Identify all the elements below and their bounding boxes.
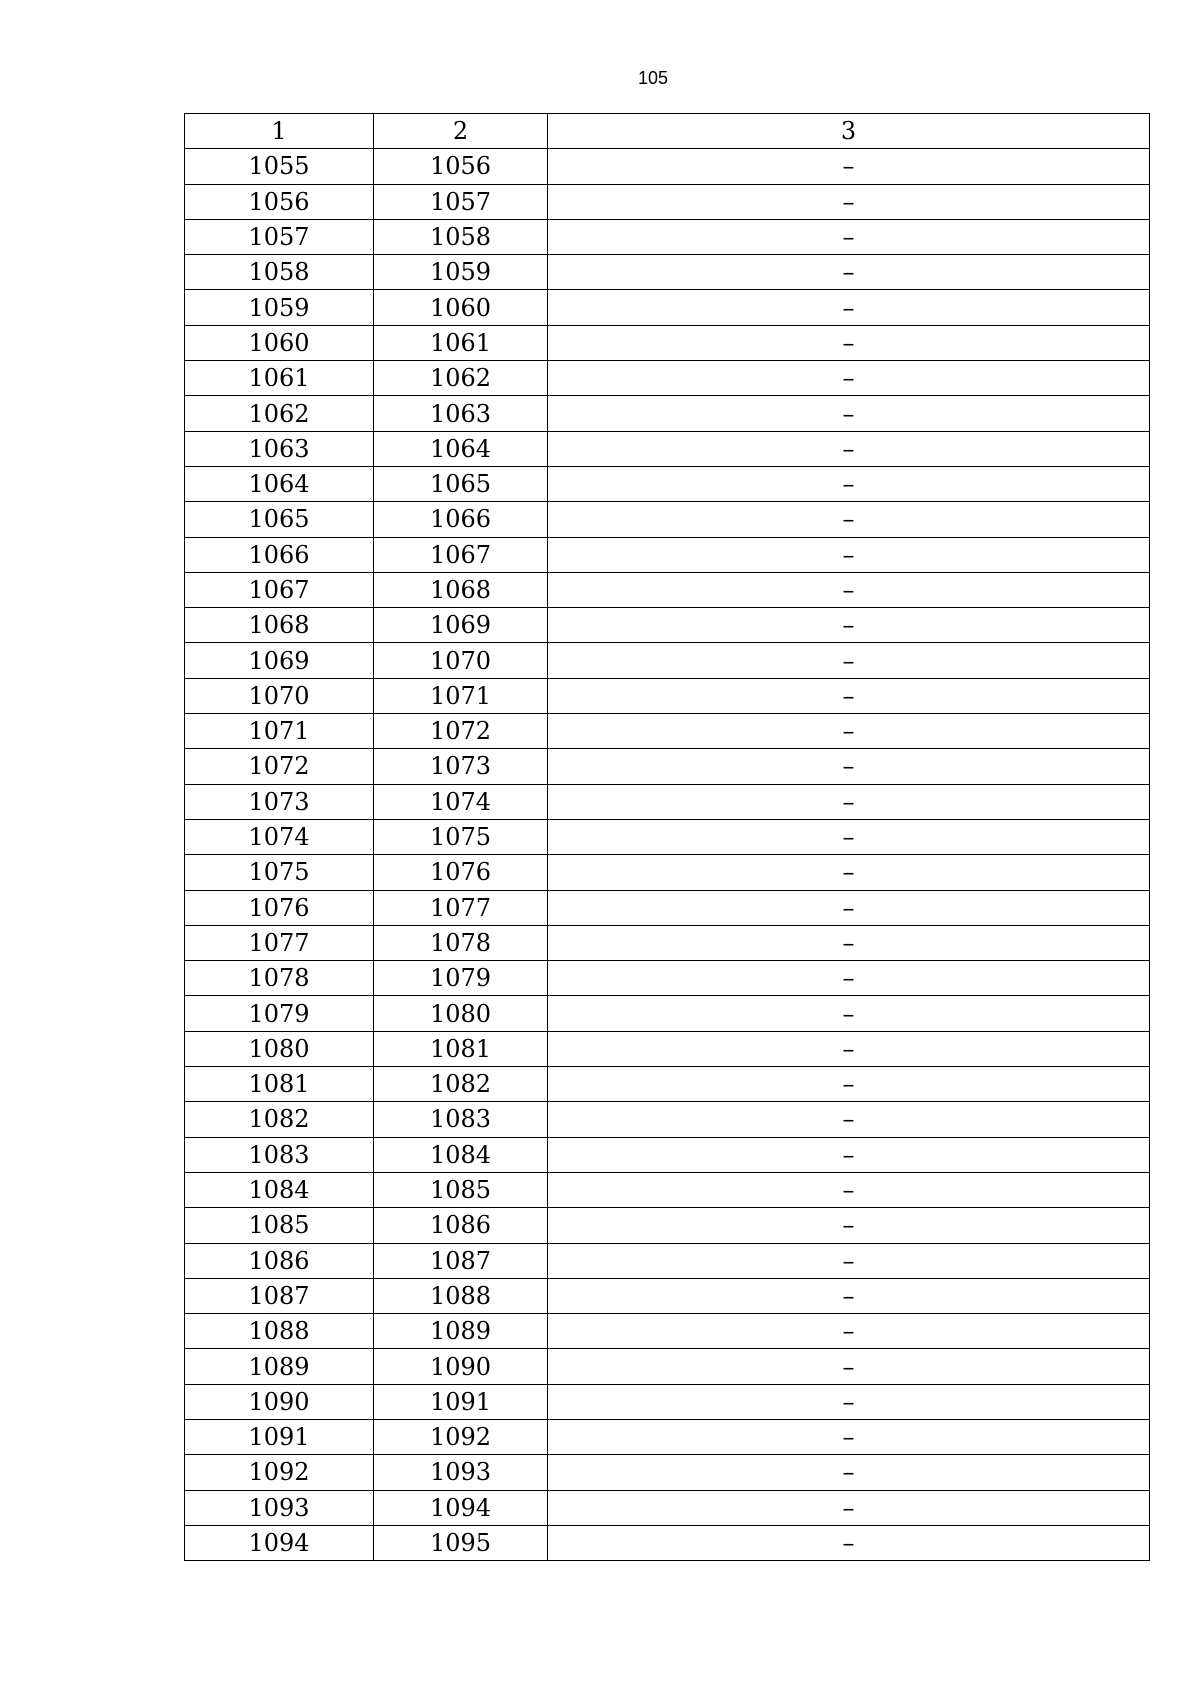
table-cell-col-1: 1087	[185, 1278, 374, 1313]
table-row	[185, 290, 1150, 325]
table-row	[185, 1102, 1150, 1137]
table-cell-col-3: –	[548, 431, 1150, 466]
table-row	[185, 749, 1150, 784]
table-cell-col-1: 1055	[185, 149, 374, 184]
table-cell-col-3: –	[548, 184, 1150, 219]
table-cell-col-2: 1088	[374, 1278, 548, 1313]
table-row	[185, 1031, 1150, 1066]
table-cell-col-1: 1084	[185, 1172, 374, 1207]
table-cell-col-2: 1081	[374, 1031, 548, 1066]
table-cell-col-2: 1095	[374, 1525, 548, 1560]
table-cell-col-1: 1091	[185, 1419, 374, 1454]
table-row	[185, 961, 1150, 996]
table-row	[185, 219, 1150, 254]
table-row	[185, 466, 1150, 501]
table-cell-col-1: 1074	[185, 819, 374, 854]
table-cell-col-3: –	[548, 925, 1150, 960]
table-cell-col-2: 1057	[374, 184, 548, 219]
table-cell-col-1: 1069	[185, 643, 374, 678]
table-cell-col-3: –	[548, 1525, 1150, 1560]
table-cell-col-2: 1065	[374, 466, 548, 501]
table-cell-col-1: 1071	[185, 714, 374, 749]
column-header-2: 2	[374, 114, 548, 149]
table-row	[185, 1384, 1150, 1419]
table-cell-col-3: –	[548, 1455, 1150, 1490]
table-row	[185, 1243, 1150, 1278]
table-row	[185, 361, 1150, 396]
table-cell-col-3: –	[548, 749, 1150, 784]
table-cell-col-1: 1060	[185, 325, 374, 360]
table-row	[185, 819, 1150, 854]
table-cell-col-3: –	[548, 361, 1150, 396]
table-row	[185, 1278, 1150, 1313]
table-cell-col-1: 1057	[185, 219, 374, 254]
table-cell-col-1: 1067	[185, 572, 374, 607]
table-cell-col-3: –	[548, 466, 1150, 501]
table-cell-col-2: 1058	[374, 219, 548, 254]
table-cell-col-2: 1069	[374, 608, 548, 643]
table-cell-col-2: 1077	[374, 890, 548, 925]
table-cell-col-1: 1081	[185, 1067, 374, 1102]
table-cell-col-3: –	[548, 255, 1150, 290]
table-row	[185, 1137, 1150, 1172]
table-cell-col-3: –	[548, 1490, 1150, 1525]
table-cell-col-2: 1072	[374, 714, 548, 749]
table-cell-col-1: 1085	[185, 1208, 374, 1243]
table-cell-col-3: –	[548, 149, 1150, 184]
table-cell-col-1: 1077	[185, 925, 374, 960]
table-cell-col-1: 1070	[185, 678, 374, 713]
table-cell-col-2: 1076	[374, 855, 548, 890]
table-row	[185, 855, 1150, 890]
table-cell-col-3: –	[548, 819, 1150, 854]
table-cell-col-3: –	[548, 1172, 1150, 1207]
table-cell-col-2: 1064	[374, 431, 548, 466]
table-row	[185, 396, 1150, 431]
table-row	[185, 925, 1150, 960]
table-cell-col-2: 1068	[374, 572, 548, 607]
table-cell-col-3: –	[548, 961, 1150, 996]
table-cell-col-2: 1079	[374, 961, 548, 996]
table-cell-col-2: 1082	[374, 1067, 548, 1102]
table-cell-col-3: –	[548, 1384, 1150, 1419]
table-cell-col-1: 1059	[185, 290, 374, 325]
table-row	[185, 255, 1150, 290]
table-row	[185, 1525, 1150, 1560]
table-cell-col-1: 1076	[185, 890, 374, 925]
table-cell-col-3: –	[548, 1349, 1150, 1384]
page-number: 105	[637, 68, 669, 88]
table-row	[185, 608, 1150, 643]
table-cell-col-3: –	[548, 396, 1150, 431]
table-cell-col-3: –	[548, 219, 1150, 254]
table-cell-col-1: 1068	[185, 608, 374, 643]
table-cell-col-3: –	[548, 608, 1150, 643]
table-cell-col-2: 1084	[374, 1137, 548, 1172]
table-row	[185, 431, 1150, 466]
table-cell-col-2: 1060	[374, 290, 548, 325]
table-row	[185, 184, 1150, 219]
table-cell-col-1: 1073	[185, 784, 374, 819]
table-header-row	[185, 114, 1150, 149]
table-cell-col-3: –	[548, 1278, 1150, 1313]
table-row	[185, 537, 1150, 572]
table-cell-col-2: 1086	[374, 1208, 548, 1243]
table-cell-col-1: 1063	[185, 431, 374, 466]
table-cell-col-1: 1056	[185, 184, 374, 219]
table-cell-col-1: 1083	[185, 1137, 374, 1172]
table-row	[185, 678, 1150, 713]
table-cell-col-2: 1075	[374, 819, 548, 854]
table-cell-col-3: –	[548, 1208, 1150, 1243]
table-cell-col-3: –	[548, 1314, 1150, 1349]
table-row	[185, 996, 1150, 1031]
table-cell-col-2: 1080	[374, 996, 548, 1031]
table-cell-col-1: 1086	[185, 1243, 374, 1278]
table-cell-col-3: –	[548, 572, 1150, 607]
table-cell-col-1: 1078	[185, 961, 374, 996]
table-cell-col-3: –	[548, 784, 1150, 819]
table-cell-col-1: 1065	[185, 502, 374, 537]
table-cell-col-1: 1093	[185, 1490, 374, 1525]
table-cell-col-1: 1061	[185, 361, 374, 396]
table-cell-col-3: –	[548, 290, 1150, 325]
table-cell-col-1: 1075	[185, 855, 374, 890]
table-cell-col-1: 1072	[185, 749, 374, 784]
table-cell-col-1: 1094	[185, 1525, 374, 1560]
table-row	[185, 784, 1150, 819]
table-cell-col-1: 1080	[185, 1031, 374, 1066]
table-cell-col-2: 1092	[374, 1419, 548, 1454]
table-cell-col-1: 1089	[185, 1349, 374, 1384]
table-cell-col-3: –	[548, 1102, 1150, 1137]
table-cell-col-1: 1092	[185, 1455, 374, 1490]
table-cell-col-2: 1089	[374, 1314, 548, 1349]
table-cell-col-2: 1067	[374, 537, 548, 572]
table-cell-col-2: 1094	[374, 1490, 548, 1525]
table-cell-col-1: 1082	[185, 1102, 374, 1137]
table-cell-col-3: –	[548, 325, 1150, 360]
table-cell-col-1: 1088	[185, 1314, 374, 1349]
table-cell-col-2: 1085	[374, 1172, 548, 1207]
table-cell-col-3: –	[548, 1031, 1150, 1066]
table-cell-col-3: –	[548, 502, 1150, 537]
table-row	[185, 1490, 1150, 1525]
table-row	[185, 325, 1150, 360]
table-cell-col-2: 1063	[374, 396, 548, 431]
table-cell-col-3: –	[548, 714, 1150, 749]
data-table	[184, 113, 1150, 1561]
table-cell-col-1: 1062	[185, 396, 374, 431]
table-cell-col-2: 1070	[374, 643, 548, 678]
table-cell-col-1: 1079	[185, 996, 374, 1031]
table-row	[185, 572, 1150, 607]
table-cell-col-2: 1078	[374, 925, 548, 960]
table-row	[185, 502, 1150, 537]
table-cell-col-1: 1090	[185, 1384, 374, 1419]
table-body	[185, 114, 1150, 1561]
table-cell-col-3: –	[548, 678, 1150, 713]
table-row	[185, 1172, 1150, 1207]
table-cell-col-2: 1083	[374, 1102, 548, 1137]
table-row	[185, 1349, 1150, 1384]
table-cell-col-3: –	[548, 1137, 1150, 1172]
table-cell-col-2: 1073	[374, 749, 548, 784]
column-header-1: 1	[185, 114, 374, 149]
table-row	[185, 1067, 1150, 1102]
table-cell-col-2: 1091	[374, 1384, 548, 1419]
table-cell-col-3: –	[548, 1067, 1150, 1102]
table-cell-col-2: 1074	[374, 784, 548, 819]
table-cell-col-2: 1056	[374, 149, 548, 184]
table-cell-col-3: –	[548, 643, 1150, 678]
table-row	[185, 1314, 1150, 1349]
table-cell-col-2: 1071	[374, 678, 548, 713]
table-cell-col-2: 1090	[374, 1349, 548, 1384]
table-row	[185, 643, 1150, 678]
table-cell-col-2: 1059	[374, 255, 548, 290]
table-row	[185, 1208, 1150, 1243]
table-cell-col-2: 1093	[374, 1455, 548, 1490]
table-row	[185, 714, 1150, 749]
table-cell-col-3: –	[548, 1243, 1150, 1278]
table-cell-col-1: 1064	[185, 466, 374, 501]
table-row	[185, 149, 1150, 184]
table-row	[185, 1455, 1150, 1490]
table-cell-col-2: 1087	[374, 1243, 548, 1278]
table-cell-col-2: 1061	[374, 325, 548, 360]
table-cell-col-3: –	[548, 855, 1150, 890]
table-cell-col-2: 1062	[374, 361, 548, 396]
table-row	[185, 1419, 1150, 1454]
table-row	[185, 890, 1150, 925]
table-cell-col-1: 1066	[185, 537, 374, 572]
column-header-3: 3	[548, 114, 1150, 149]
table-cell-col-3: –	[548, 890, 1150, 925]
table-cell-col-2: 1066	[374, 502, 548, 537]
table-cell-col-3: –	[548, 537, 1150, 572]
table-cell-col-1: 1058	[185, 255, 374, 290]
table-cell-col-3: –	[548, 1419, 1150, 1454]
table-cell-col-3: –	[548, 996, 1150, 1031]
